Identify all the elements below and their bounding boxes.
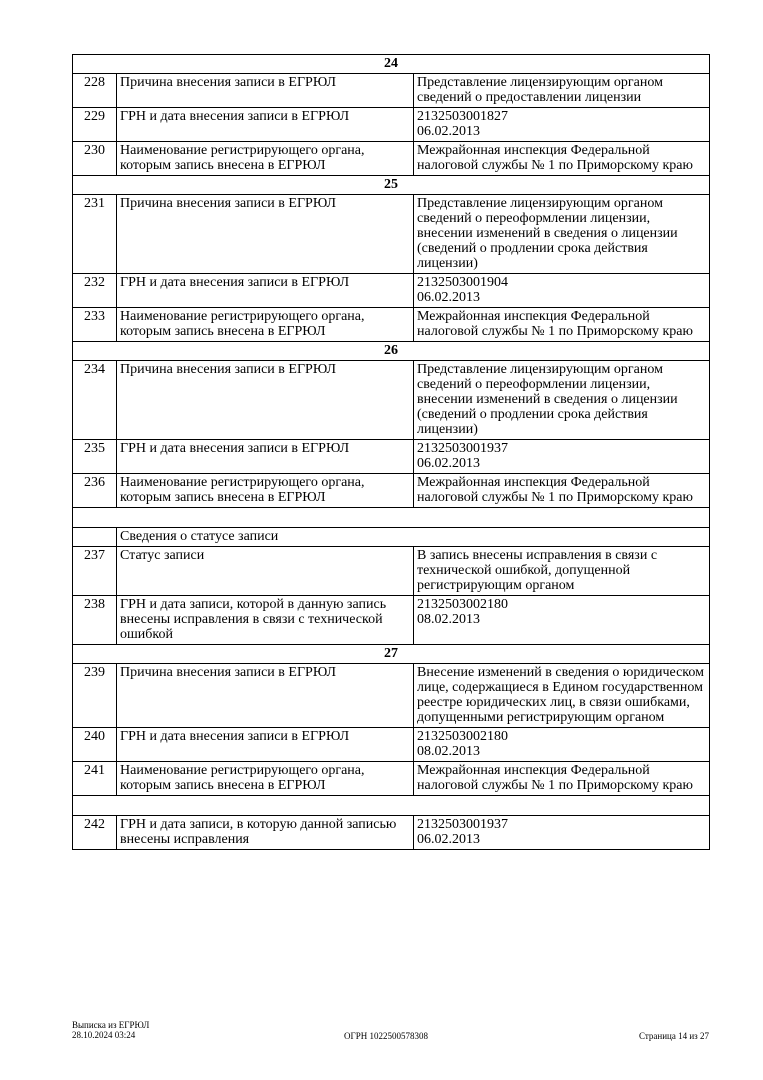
subheader-label: Сведения о статусе записи: [117, 528, 710, 547]
table-row: [73, 195, 710, 274]
field-value: 2132503001904 06.02.2013: [414, 274, 710, 308]
blank-row: [73, 796, 710, 816]
field-value: Представление лицензирующим органом сведений о переоформлении лицензии, внесении изменений в сведения о лицензии (сведений о продлении срока действия лицензии): [414, 195, 710, 274]
row-number: 240: [73, 728, 117, 762]
field-name: Причина внесения записи в ЕГРЮЛ: [117, 74, 414, 108]
footer-datetime: 28.10.2024 03:24: [72, 1030, 136, 1040]
row-number: 239: [73, 664, 117, 728]
field-name: ГРН и дата внесения записи в ЕГРЮЛ: [117, 108, 414, 142]
field-name: ГРН и дата записи, в которую данной записью внесены исправления: [117, 816, 414, 850]
subheader-num-cell: [73, 528, 117, 547]
footer-doc-title: Выписка из ЕГРЮЛ: [72, 1020, 150, 1030]
footer-ogrn: ОГРН 1022500578308: [344, 1031, 428, 1041]
row-number: 232: [73, 274, 117, 308]
field-value: Межрайонная инспекция Федеральной налоговой службы № 1 по Приморскому краю: [414, 762, 710, 796]
row-number: 230: [73, 142, 117, 176]
table-row: [73, 474, 710, 508]
section-number: 26: [73, 342, 710, 361]
row-number: 241: [73, 762, 117, 796]
row-number: 238: [73, 596, 117, 645]
field-value: Межрайонная инспекция Федеральной налоговой службы № 1 по Приморскому краю: [414, 142, 710, 176]
field-name: Наименование регистрирующего органа, которым запись внесена в ЕГРЮЛ: [117, 474, 414, 508]
section-header-row: [73, 55, 710, 74]
page-footer: [72, 1020, 709, 1050]
field-value: 2132503002180 08.02.2013: [414, 728, 710, 762]
field-name: ГРН и дата внесения записи в ЕГРЮЛ: [117, 274, 414, 308]
field-value: 2132503001827 06.02.2013: [414, 108, 710, 142]
table-row: [73, 440, 710, 474]
blank-cell: [73, 508, 710, 528]
footer-left: [72, 1020, 149, 1040]
table-row: [73, 762, 710, 796]
section-number: 25: [73, 176, 710, 195]
table-row: [73, 108, 710, 142]
row-number: 235: [73, 440, 117, 474]
blank-cell: [73, 796, 710, 816]
field-name: Причина внесения записи в ЕГРЮЛ: [117, 664, 414, 728]
table-row: [73, 308, 710, 342]
row-number: 229: [73, 108, 117, 142]
section-number: 27: [73, 645, 710, 664]
field-name: Наименование регистрирующего органа, которым запись внесена в ЕГРЮЛ: [117, 142, 414, 176]
field-name: Наименование регистрирующего органа, которым запись внесена в ЕГРЮЛ: [117, 762, 414, 796]
field-name: ГРН и дата внесения записи в ЕГРЮЛ: [117, 440, 414, 474]
table-row: [73, 664, 710, 728]
footer-page-number: Страница 14 из 27: [639, 1031, 709, 1041]
table-row: [73, 547, 710, 596]
field-value: Межрайонная инспекция Федеральной налоговой службы № 1 по Приморскому краю: [414, 308, 710, 342]
field-value: 2132503002180 08.02.2013: [414, 596, 710, 645]
subheader-row: [73, 528, 710, 547]
table-row: [73, 596, 710, 645]
field-name: Статус записи: [117, 547, 414, 596]
section-header-row: [73, 176, 710, 195]
table-row: [73, 361, 710, 440]
field-name: ГРН и дата записи, которой в данную запись внесены исправления в связи с технической ошибкой: [117, 596, 414, 645]
table-row: [73, 274, 710, 308]
field-value: 2132503001937 06.02.2013: [414, 440, 710, 474]
row-number: 231: [73, 195, 117, 274]
field-value: Межрайонная инспекция Федеральной налоговой службы № 1 по Приморскому краю: [414, 474, 710, 508]
egrul-table: [72, 54, 710, 850]
row-number: 242: [73, 816, 117, 850]
field-value: Внесение изменений в сведения о юридическом лице, содержащиеся в Едином государственном реестре юридических лиц, в связи ошибками, допущенными регистрирующим органом: [414, 664, 710, 728]
table-row: [73, 142, 710, 176]
row-number: 236: [73, 474, 117, 508]
row-number: 233: [73, 308, 117, 342]
field-value: 2132503001937 06.02.2013: [414, 816, 710, 850]
section-header-row: [73, 342, 710, 361]
table-row: [73, 728, 710, 762]
field-name: Причина внесения записи в ЕГРЮЛ: [117, 195, 414, 274]
table-row: [73, 74, 710, 108]
field-value: Представление лицензирующим органом сведений о переоформлении лицензии, внесении изменений в сведения о лицензии (сведений о продлении срока действия лицензии): [414, 361, 710, 440]
row-number: 228: [73, 74, 117, 108]
field-name: Наименование регистрирующего органа, которым запись внесена в ЕГРЮЛ: [117, 308, 414, 342]
section-number: 24: [73, 55, 710, 74]
field-name: ГРН и дата внесения записи в ЕГРЮЛ: [117, 728, 414, 762]
blank-row: [73, 508, 710, 528]
section-header-row: [73, 645, 710, 664]
field-name: Причина внесения записи в ЕГРЮЛ: [117, 361, 414, 440]
table-row: [73, 816, 710, 850]
row-number: 234: [73, 361, 117, 440]
field-value: В запись внесены исправления в связи с технической ошибкой, допущенной регистрирующим органом: [414, 547, 710, 596]
field-value: Представление лицензирующим органом сведений о предоставлении лицензии: [414, 74, 710, 108]
row-number: 237: [73, 547, 117, 596]
egrul-table-body: [73, 55, 710, 850]
